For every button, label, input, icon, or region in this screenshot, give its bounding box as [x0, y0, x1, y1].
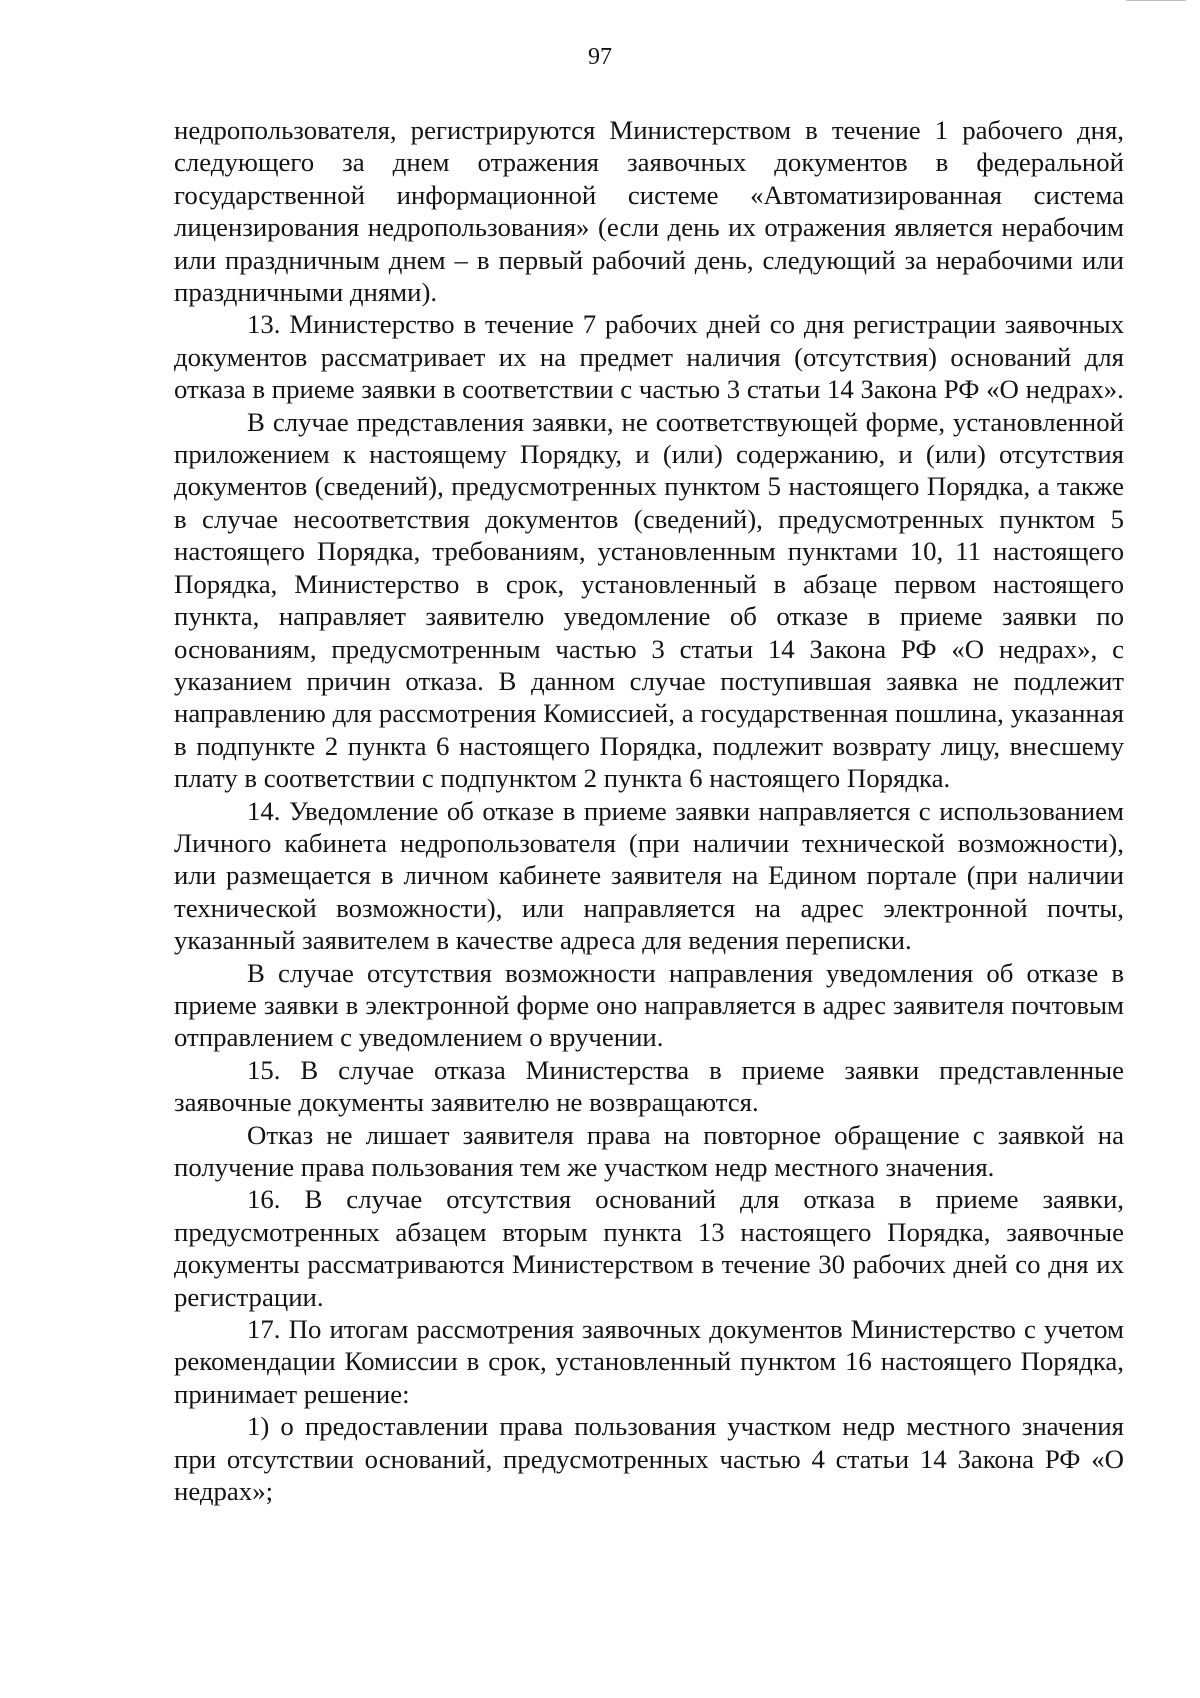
paragraph-clause-16: 16. В случае отсутствия оснований для отказа в приеме заявки, предусмотренных абзацем вторым пункта 13 настоящего Порядка, заявочные документы рассматриваются Министерством в течение 30 рабочих дней со дня их регистрации.	[174, 1184, 1124, 1312]
paragraph-clause-17-item-1: 1) о предоставлении права пользования участком недр местного значения при отсутствии оснований, предусмотренных частью 4 статьи 14 Закона РФ «О недрах»;	[174, 1411, 1124, 1507]
paragraph-clause-13: 13. Министерство в течение 7 рабочих дней со дня регистрации заявочных документов рассматривает их на предмет наличия (отсутствия) оснований для отказа в приеме заявки в соответствии с частью 3 статьи 14 Закона РФ «О недрах».	[174, 309, 1124, 405]
paragraph-registration-continuation: недропользователя, регистрируются Министерством в течение 1 рабочего дня, следующего за днем отражения заявочных документов в федеральной государственной информационной системе «Автоматизированная система лицензирования недропользования» (если день их отражения является нерабочим или праздничным днем – в первый рабочий день, следующий за нерабочими или праздничными днями).	[174, 115, 1124, 308]
page-number: 97	[588, 44, 612, 70]
paragraph-clause-15-repeat: Отказ не лишает заявителя права на повторное обращение с заявкой на получение права пользования тем же участком недр местного значения.	[174, 1119, 1124, 1182]
paragraph-clause-17: 17. По итогам рассмотрения заявочных документов Министерство с учетом рекомендации Комиссии в срок, установленный пунктом 16 настоящего Порядка, принимает решение:	[174, 1314, 1124, 1409]
paragraph-clause-14-postal: В случае отсутствия возможности направления уведомления об отказе в приеме заявки в электронной форме оно направляется в адрес заявителя почтовым отправлением с уведомлением о вручении.	[174, 957, 1124, 1053]
paragraph-clause-13-rejection: В случае представления заявки, не соответствующей форме, установленной приложением к настоящему Порядку, и (или) содержанию, и (или) отсутствия документов (сведений), предусмотренных пунктом 5 настоящего Порядка, а также в случае несоответствия документов (сведений), предусмотренных пунктом 5 настоящего Порядка, требованиям, установленным пунктами 10, 11 настоящего Порядка, Министерство в срок, установленный в абзаце первом настоящего пункта, направляет заявителю уведомление об отказе в приеме заявки по основаниям, предусмотренным частью 3 статьи 14 Закона РФ «О недрах», с указанием причин отказа. В данном случае поступившая заявка не подлежит направлению для рассмотрения Комиссией, а государственная пошлина, указанная в подпункте 2 пункта 6 настоящего Порядка, подлежит возврату лицу, внесшему плату в соответствии с подпунктом 2 пункта 6 настоящего Порядка.	[174, 406, 1124, 794]
document-body	[174, 114, 1124, 1507]
paragraph-clause-14: 14. Уведомление об отказе в приеме заявки направляется с использованием Личного кабинета недропользователя (при наличии технической возможности), или размещается в личном кабинете заявителя на Едином портале (при наличии технической возможности), или направляется на адрес электронной почты, указанный заявителем в качестве адреса для ведения переписки.	[174, 795, 1124, 956]
scan-edge-mark	[1126, 0, 1186, 1]
paragraph-clause-15: 15. В случае отказа Министерства в приеме заявки представленные заявочные документы заявителю не возвращаются.	[174, 1054, 1124, 1118]
